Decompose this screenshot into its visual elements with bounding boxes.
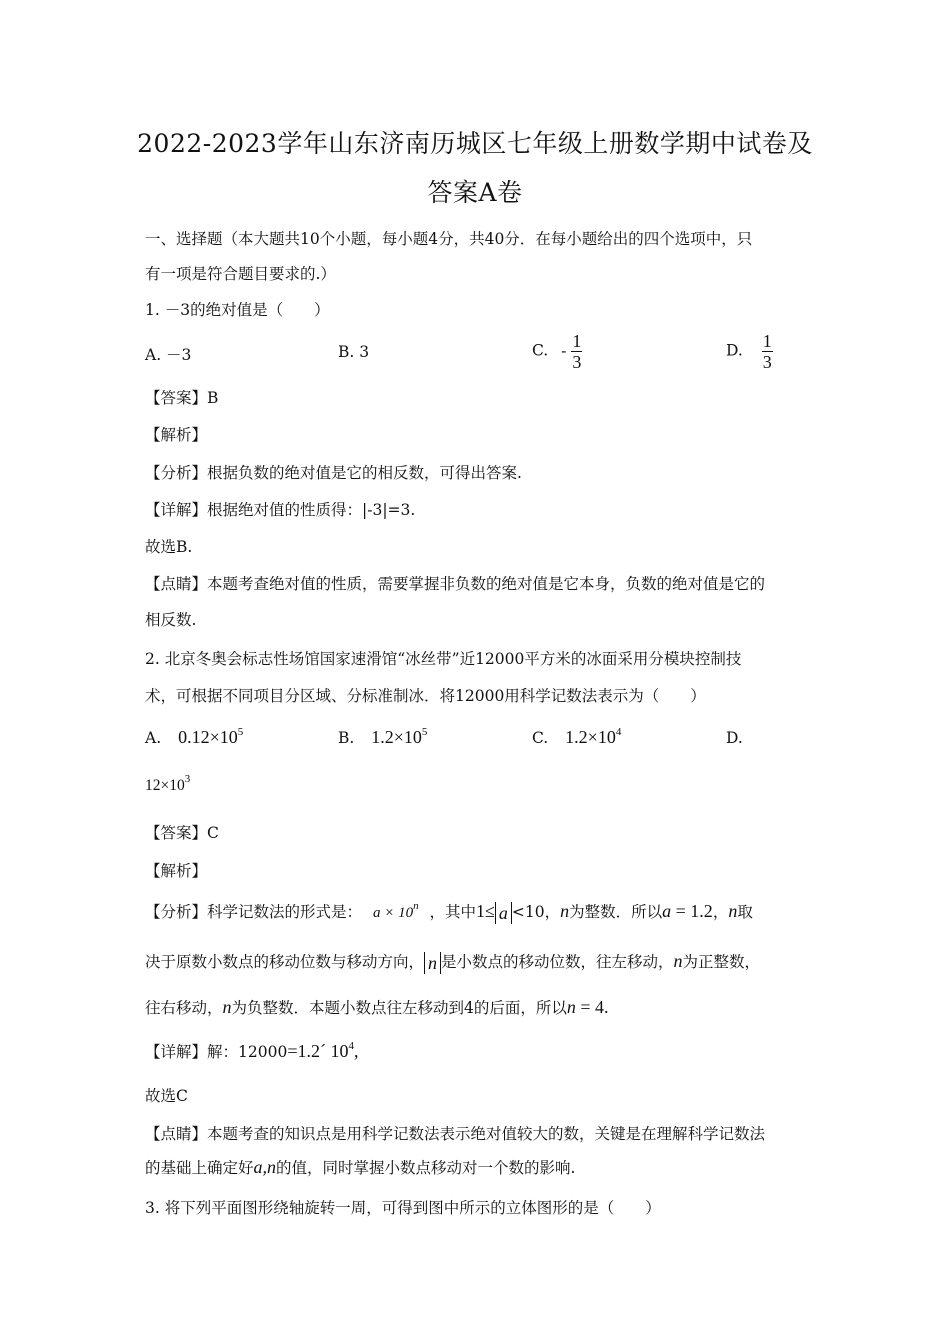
q1-option-d-denominator: 3 bbox=[762, 352, 772, 372]
q1-answer: 【答案】B bbox=[145, 389, 219, 407]
q2-stem-line1: 2. 北京冬奥会标志性场馆国家速滑馆“冰丝带”近12000平方米的冰面采用分模块控制技 bbox=[145, 650, 742, 668]
q2-option-b-value: $1.2\times 10^5$ bbox=[371, 726, 428, 747]
q2-comment-line2: 的基础上确定好a,n的值，同时掌握小数点移动对一个数的影响. bbox=[145, 1157, 576, 1177]
q2-option-a-label: A. bbox=[145, 729, 162, 747]
q2-option-a bbox=[145, 727, 243, 748]
q1-option-c-numerator: 1 bbox=[572, 331, 582, 351]
q1-option-d-numerator: 1 bbox=[762, 331, 772, 351]
q2-option-b-label: B. bbox=[338, 729, 355, 747]
q2-option-c bbox=[532, 727, 621, 748]
q1-comment-line1: 【点睛】本题考查绝对值的性质，需要掌握非负数的绝对值是它本身，负数的绝对值是它的 bbox=[145, 575, 766, 593]
document-title-line2: 答案A卷 bbox=[427, 178, 523, 207]
q1-option-c-label: C. bbox=[532, 341, 549, 360]
q2-option-a-value: $0.12\times 10^5$ bbox=[178, 726, 244, 747]
q2-analysis-heading: 【解析】 bbox=[145, 862, 208, 880]
q1-option-a: A. －3 bbox=[145, 346, 192, 364]
section-heading-line1: 一、选择题（本大题共10个小题，每小题4分，共40分．在每小题给出的四个选项中，只 bbox=[145, 230, 753, 248]
q2-option-c-value: $1.2\times 10^4$ bbox=[565, 726, 622, 747]
q2-option-d-value: $12\times 10^3$ bbox=[145, 773, 191, 794]
section-heading-line2: 有一项是符合题目要求的.） bbox=[145, 265, 336, 283]
q1-option-d-fraction bbox=[762, 331, 773, 372]
q1-comment-line2: 相反数. bbox=[145, 611, 197, 629]
q2-analysis-fenxi-line3: 往右移动，n为负整数．本题小数点往左移动到4的后面，所以n = 4. bbox=[145, 997, 609, 1017]
q2-analysis-detail: 【详解】解：12000=1.2´ $10^4$, bbox=[145, 1040, 359, 1061]
q2-option-c-label: C. bbox=[532, 729, 549, 747]
q1-choice: 故选B. bbox=[145, 538, 193, 556]
q2-answer: 【答案】C bbox=[145, 824, 219, 842]
q1-analysis-heading: 【解析】 bbox=[145, 426, 208, 444]
q2-comment-line1: 【点睛】本题考查的知识点是用科学记数法表示绝对值较大的数，关键是在理解科学记数法 bbox=[145, 1125, 766, 1143]
q1-option-d-label: D. bbox=[726, 341, 743, 360]
q2-analysis-fenxi-line1: 【分析】科学记数法的形式是： $a \times 10^n$ ，其中1≤ a <10，n为整数．所以a = 1.2，n取 bbox=[145, 900, 753, 923]
q1-option-d bbox=[726, 331, 773, 372]
q1-option-c-denominator: 3 bbox=[572, 352, 582, 372]
q1-option-b: B. 3 bbox=[338, 343, 370, 361]
document-title-line1: 2022-2023学年山东济南历城区七年级上册数学期中试卷及 bbox=[137, 129, 813, 158]
q1-option-c-sign: - bbox=[561, 341, 567, 360]
q2-analysis-fenxi-line2: 决于原数小数点的移动位数与移动方向， n 是小数点的移动位数，往左移动，n为正整数， bbox=[145, 951, 761, 973]
q3-stem: 3. 将下列平面图形绕轴旋转一周，可得到图中所示的立体图形的是（ ） bbox=[145, 1199, 661, 1217]
q1-stem: 1. －3的绝对值是（ ） bbox=[145, 301, 330, 319]
q2-choice: 故选C bbox=[145, 1087, 188, 1105]
q1-option-c-fraction bbox=[571, 331, 582, 372]
q1-analysis-fenxi: 【分析】根据负数的绝对值是它的相反数，可得出答案. bbox=[145, 464, 522, 482]
q2-option-b bbox=[338, 727, 427, 748]
q2-option-d-label: D. bbox=[726, 729, 743, 747]
q2-stem-line2: 术，可根据不同项目分区域、分标准制冰．将12000用科学记数法表示为（ ） bbox=[145, 687, 706, 705]
q1-option-c bbox=[532, 331, 582, 372]
q1-analysis-detail: 【详解】根据绝对值的性质得：|-3|=3. bbox=[145, 501, 416, 519]
